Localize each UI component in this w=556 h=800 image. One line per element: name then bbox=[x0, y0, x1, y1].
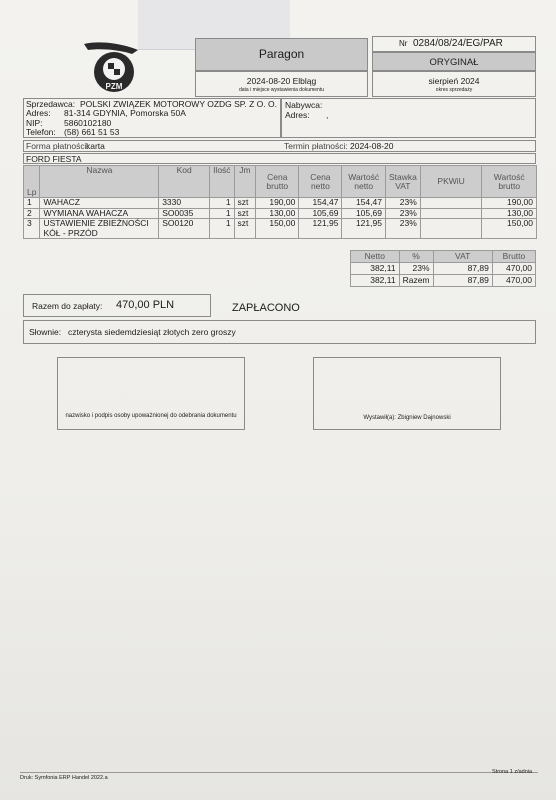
cell-vat: 23% bbox=[385, 198, 420, 209]
payment-form: karta bbox=[86, 141, 105, 151]
cell-name-line1: USTAWIENIE ZBIEŻNOŚCI bbox=[43, 218, 149, 228]
seller-phone: (58) 661 51 53 bbox=[64, 127, 120, 137]
cell-net-price: 121,95 bbox=[299, 219, 342, 239]
paid-status: ZAPŁACONO bbox=[232, 302, 300, 314]
in-words-box bbox=[23, 320, 536, 344]
summary-col-header: Brutto bbox=[492, 251, 535, 263]
cell-net-value: 105,69 bbox=[342, 208, 386, 219]
buyer-box bbox=[281, 98, 536, 138]
svg-text:PZM: PZM bbox=[105, 82, 123, 91]
col-header: Lp bbox=[24, 166, 40, 198]
footer-left: Druk: Symfonia ERP Handel 2022.a bbox=[20, 775, 108, 781]
doc-title: Paragon bbox=[258, 47, 305, 61]
table-row bbox=[24, 208, 537, 219]
cell-lp: 1 bbox=[24, 198, 40, 209]
col-header: Cena netto bbox=[299, 166, 342, 198]
summary-header-row bbox=[351, 251, 536, 263]
col-header: Jm bbox=[234, 166, 256, 198]
items-header-row bbox=[24, 166, 537, 198]
seller-phone-label: Telefon: bbox=[26, 127, 56, 137]
summary-gross: 470,00 bbox=[492, 263, 535, 275]
cell-code: 3330 bbox=[159, 198, 210, 209]
seller-address-label: Adres: bbox=[26, 108, 51, 118]
receiver-signature-caption: nazwisko i podpis osoby upoważnionej do odebrania dokumentu bbox=[65, 413, 237, 419]
cell-qty: 1 bbox=[210, 219, 234, 239]
issuer-signature-box bbox=[313, 357, 501, 430]
issue-caption: data i miejsce wystawienia dokumentu bbox=[238, 87, 325, 93]
doc-number-box bbox=[372, 36, 536, 52]
summary-col-header: % bbox=[399, 251, 433, 263]
table-row bbox=[24, 198, 537, 209]
period-box bbox=[372, 71, 536, 97]
cell-gross-price: 150,00 bbox=[256, 219, 299, 239]
cell-net-price: 154,47 bbox=[299, 198, 342, 209]
period-caption: okres sprzedaży bbox=[435, 87, 473, 93]
cell-name: WYMIANA WAHACZA bbox=[40, 208, 159, 219]
payment-due-label: Termin płatności: bbox=[284, 141, 348, 151]
buyer-address: , bbox=[326, 110, 329, 120]
cell-code: SO0120 bbox=[159, 219, 210, 239]
cell-vat: 23% bbox=[385, 219, 420, 239]
cell-pkwiu bbox=[420, 208, 482, 219]
summary-net: 382,11 bbox=[351, 275, 400, 287]
summary-rate: Razem bbox=[399, 275, 433, 287]
summary-net: 382,11 bbox=[351, 263, 400, 275]
cell-gross-value: 150,00 bbox=[482, 219, 537, 239]
buyer-address-label: Adres: bbox=[285, 110, 310, 120]
vat-summary-table bbox=[350, 250, 536, 287]
copy-label: ORYGINAŁ bbox=[429, 57, 479, 68]
payment-form-label: Forma płatności: bbox=[26, 141, 89, 151]
cell-pkwiu bbox=[420, 219, 482, 239]
seller-name: POLSKI ZWIĄZEK MOTOROWY OZDG SP. Z O. O. bbox=[80, 99, 277, 109]
issue-date-place: 2024-08-20 Elbląg bbox=[246, 76, 317, 86]
cell-name-line2: KÓŁ - PRZÓD bbox=[43, 227, 98, 238]
footer-right: Strona 1 z/adnia bbox=[492, 769, 533, 775]
seller-label: Sprzedawca: bbox=[26, 99, 76, 109]
cell-net-price: 105,69 bbox=[299, 208, 342, 219]
summary-vat: 87,89 bbox=[433, 263, 492, 275]
seller-box bbox=[23, 98, 281, 138]
doc-number-prefix: Nr bbox=[399, 39, 408, 48]
seller-address: 81-314 GDYNIA, Pomorska 50A bbox=[64, 108, 186, 118]
col-header: Wartość brutto bbox=[482, 166, 537, 198]
to-pay-amount: 470,00 PLN bbox=[116, 299, 175, 311]
cell-qty: 1 bbox=[210, 198, 234, 209]
cell-gross-price: 190,00 bbox=[256, 198, 299, 209]
cell-code: SO0035 bbox=[159, 208, 210, 219]
col-header: PKWiU bbox=[420, 166, 482, 198]
cell-gross-value: 190,00 bbox=[482, 198, 537, 209]
col-header: Cena brutto bbox=[256, 166, 299, 198]
receiver-signature-box bbox=[57, 357, 245, 430]
cell-vat: 23% bbox=[385, 208, 420, 219]
cell-net-value: 154,47 bbox=[342, 198, 386, 209]
cell-unit: szt bbox=[234, 198, 256, 209]
cell-lp: 2 bbox=[24, 208, 40, 219]
seller-nip: 5860102180 bbox=[64, 118, 112, 128]
footer-rule bbox=[20, 772, 538, 773]
summary-rate: 23% bbox=[399, 263, 433, 275]
table-row bbox=[24, 219, 537, 239]
in-words-text: czterysta siedemdziesiąt złotych zero groszy bbox=[68, 327, 236, 337]
col-header: Nazwa bbox=[40, 166, 159, 198]
payment-due: 2024-08-20 bbox=[350, 141, 394, 151]
doc-number: 0284/08/24/EG/PAR bbox=[413, 38, 503, 49]
summary-gross: 470,00 bbox=[492, 275, 535, 287]
summary-col-header: VAT bbox=[433, 251, 492, 263]
cell-name bbox=[40, 219, 159, 239]
vehicle: FORD FIESTA bbox=[26, 154, 82, 164]
col-header: Kod bbox=[159, 166, 210, 198]
cell-unit: szt bbox=[234, 208, 256, 219]
period: sierpień 2024 bbox=[428, 76, 480, 86]
cell-pkwiu bbox=[420, 198, 482, 209]
cell-net-value: 121,95 bbox=[342, 219, 386, 239]
vehicle-box bbox=[23, 153, 536, 164]
seller-nip-label: NIP: bbox=[26, 118, 43, 128]
cell-qty: 1 bbox=[210, 208, 234, 219]
in-words-label: Słownie: bbox=[29, 327, 62, 337]
copy-label-box bbox=[372, 52, 536, 71]
col-header: Ilość bbox=[210, 166, 234, 198]
summary-row bbox=[351, 263, 536, 275]
cell-gross-price: 130,00 bbox=[256, 208, 299, 219]
payment-box bbox=[23, 140, 536, 152]
cell-lp: 3 bbox=[24, 219, 40, 239]
issue-date-box bbox=[195, 71, 368, 97]
doc-title-box bbox=[195, 38, 368, 71]
summary-vat: 87,89 bbox=[433, 275, 492, 287]
col-header: Wartość netto bbox=[342, 166, 386, 198]
summary-row bbox=[351, 275, 536, 287]
pzm-logo bbox=[80, 38, 144, 98]
cell-gross-value: 130,00 bbox=[482, 208, 537, 219]
issuer-signature-caption: Wystawił(a): Zbigniew Dajnowski bbox=[363, 415, 451, 421]
to-pay-label: Razem do zapłaty: bbox=[32, 301, 103, 311]
col-header: Stawka VAT bbox=[385, 166, 420, 198]
items-table bbox=[23, 165, 537, 239]
buyer-label: Nabywca: bbox=[285, 100, 323, 110]
summary-col-header: Netto bbox=[351, 251, 400, 263]
cell-name: WAHACZ bbox=[40, 198, 159, 209]
cell-unit: szt bbox=[234, 219, 256, 239]
to-pay-box bbox=[23, 294, 211, 317]
